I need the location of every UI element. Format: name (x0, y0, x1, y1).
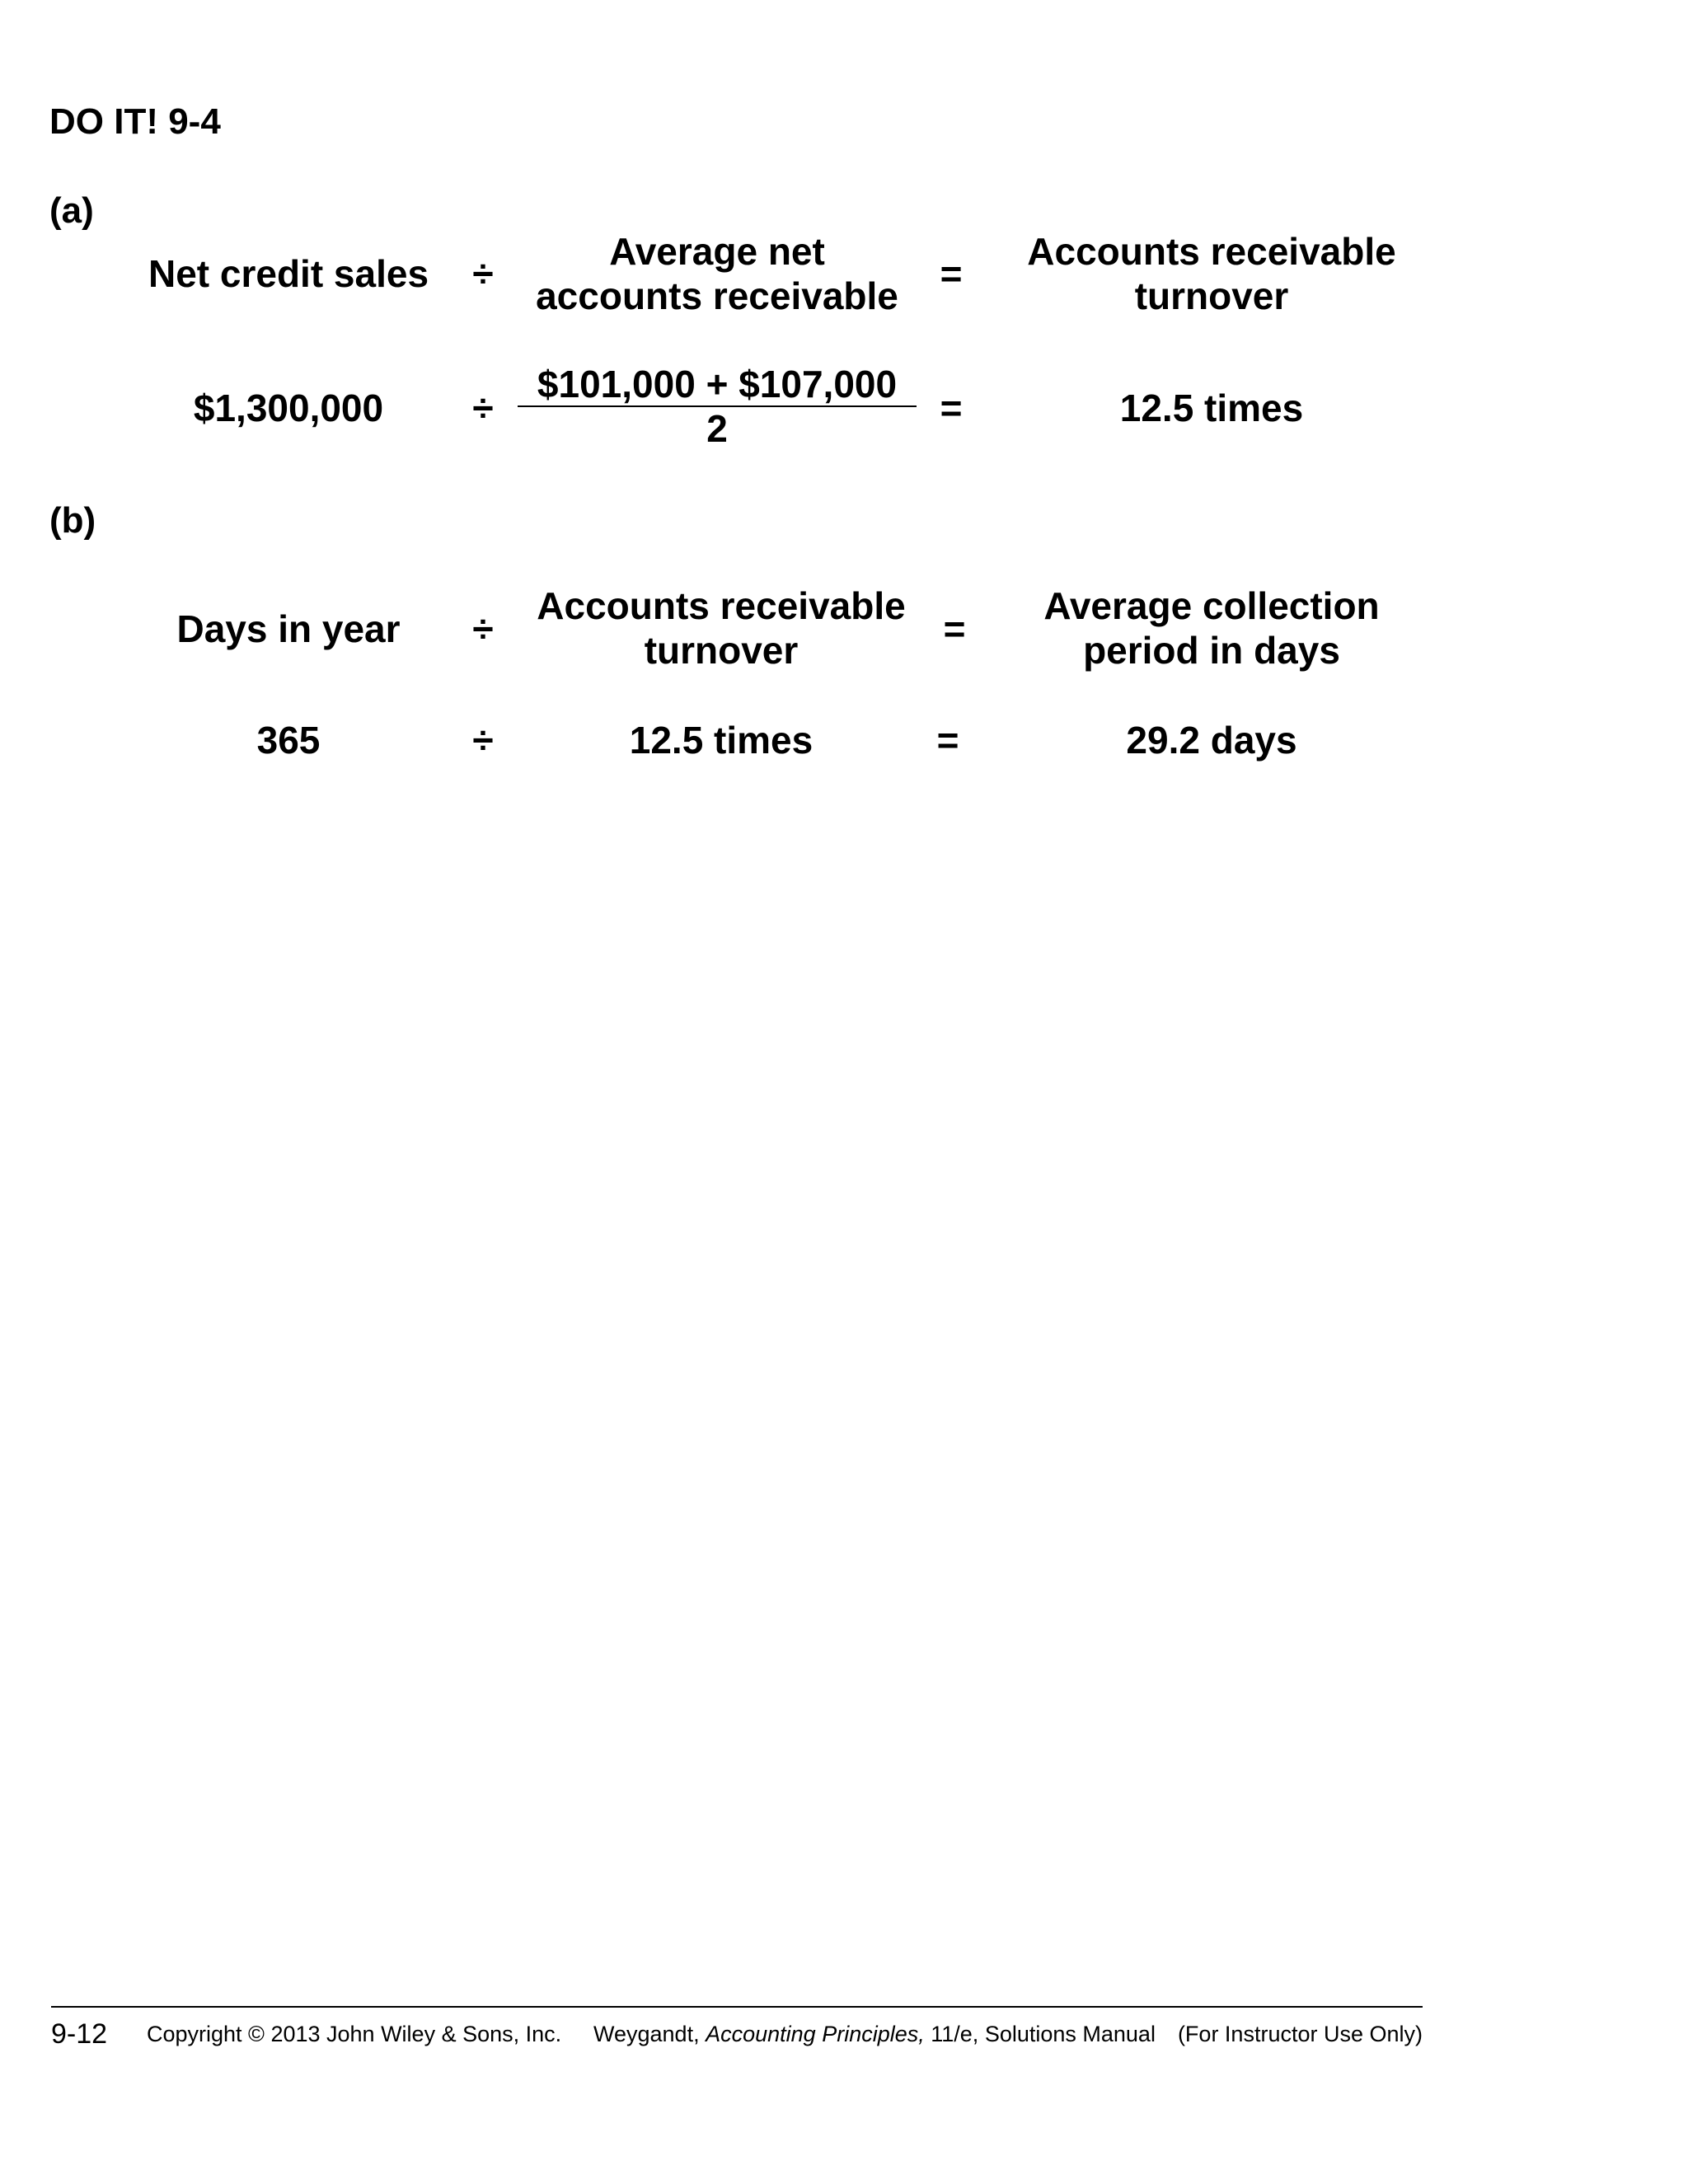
a-header-avg-net-ar-line2: accounts receivable (536, 274, 898, 317)
b-header-equals: = (943, 607, 966, 650)
a-value-divide: ÷ (472, 387, 494, 429)
footer-book-reference (593, 2018, 1156, 2050)
b-header-divide: ÷ (472, 607, 494, 650)
a-header-avg-net-ar-line1: Average net (609, 230, 825, 273)
b-header-avg-collection-period (989, 583, 1434, 673)
footer-page-number: 9-12 (51, 2018, 108, 2050)
footer-rule (51, 2006, 1423, 2008)
b-header-ar-turnover-line2: turnover (644, 629, 799, 672)
page-footer (51, 2018, 1423, 2050)
a-header-avg-net-ar (511, 229, 923, 318)
b-header-ar-turnover-line1: Accounts receivable (537, 584, 906, 627)
b-header-days-in-year: Days in year (176, 607, 401, 650)
a-header-divide: ÷ (472, 252, 494, 295)
part-b-label: (b) (49, 500, 96, 541)
a-value-fraction (518, 363, 917, 450)
b-value-divide: ÷ (472, 719, 494, 762)
a-value-numerator: $101,000 + $107,000 (537, 363, 898, 405)
a-header-ar-turnover (989, 229, 1434, 318)
b-value-days-in-year: 365 (256, 719, 321, 762)
a-header-net-credit-sales: Net credit sales (148, 252, 429, 295)
footer-copyright: Copyright © 2013 John Wiley & Sons, Inc. (147, 2022, 562, 2046)
b-value-equals: = (936, 719, 959, 762)
part-a-label: (a) (49, 190, 94, 231)
a-value-ar-turnover: 12.5 times (1119, 387, 1304, 429)
b-header-ar-turnover (511, 583, 931, 673)
footer-book-title: Accounting Principles, (706, 2022, 925, 2046)
b-value-avg-collection-period: 29.2 days (1126, 719, 1297, 762)
footer-instructor-note: (For Instructor Use Only) (1177, 2022, 1423, 2046)
footer-book-author: Weygandt, (593, 2022, 700, 2046)
b-header-avg-collection-period-line2: period in days (1083, 629, 1340, 672)
a-value-equals: = (940, 387, 963, 429)
a-header-equals: = (940, 252, 963, 295)
b-header-avg-collection-period-line1: Average collection (1043, 584, 1380, 627)
a-header-ar-turnover-line1: Accounts receivable (1027, 230, 1396, 273)
a-value-net-credit-sales: $1,300,000 (193, 387, 384, 429)
a-value-denominator: 2 (706, 407, 728, 450)
b-value-ar-turnover: 12.5 times (629, 719, 814, 762)
footer-book-edition: 11/e, Solutions Manual (931, 2022, 1156, 2046)
page-title: DO IT! 9-4 (49, 101, 221, 142)
a-header-ar-turnover-line2: turnover (1134, 274, 1289, 317)
